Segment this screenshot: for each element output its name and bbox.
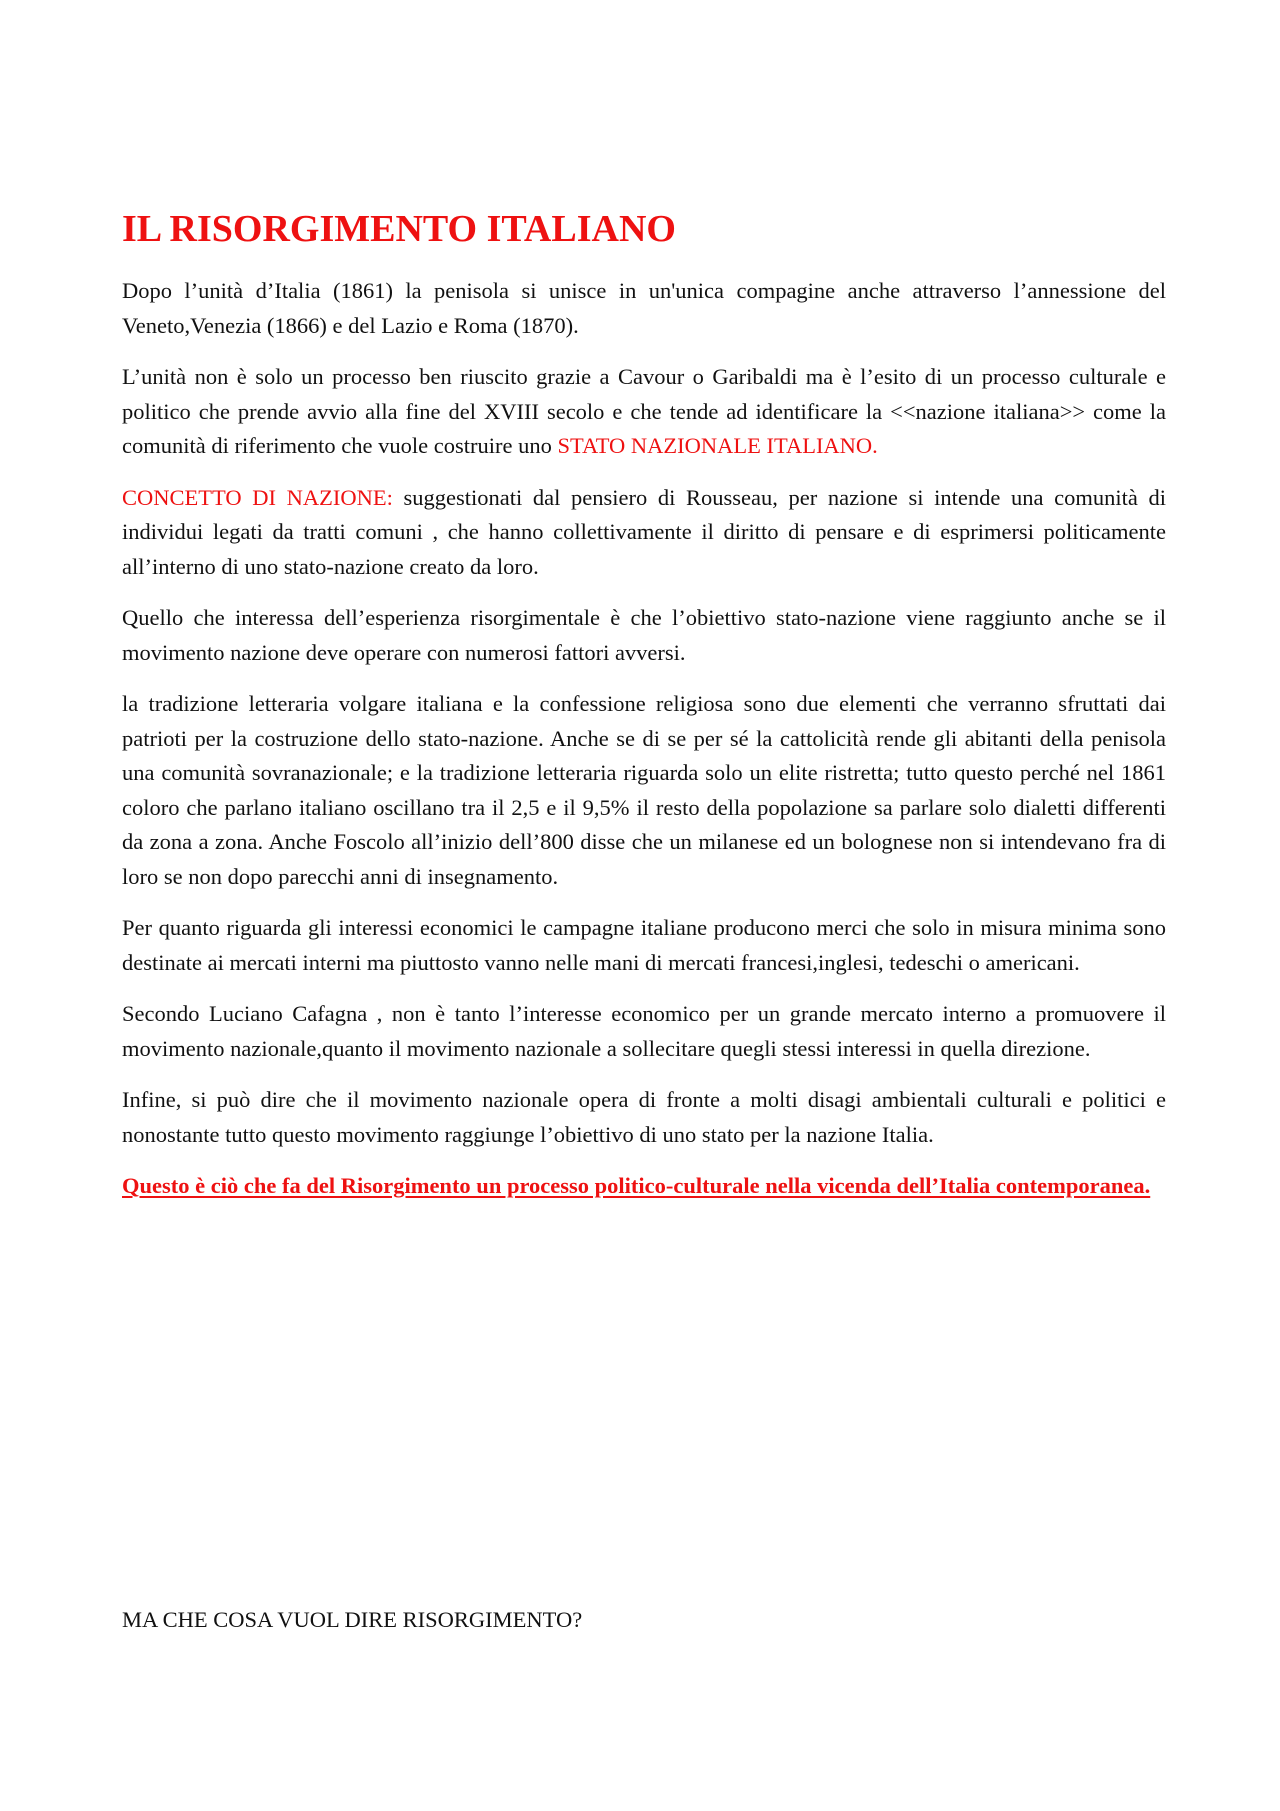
paragraph-risorgimental-experience: Quello che interessa dell’esperienza risorgimentale è che l’obiettivo stato-nazione viene raggiunto anche se il movimento nazione deve operare con numerosi fattori avversi. [122,605,1166,665]
paragraph-economic-interests: Per quanto riguarda gli interessi economici le campagne italiane producono merci che solo in misura minima sono destinate ai mercati interni ma piuttosto vanno nelle mani di mercati francesi,inglesi, tedeschi o americani. [122,915,1166,975]
label-concetto-di-nazione: CONCETTO DI NAZIONE: [122,484,393,510]
highlight-stato-nazionale: STATO NAZIONALE ITALIANO. [557,433,878,458]
paragraph-concept-nation [122,481,1166,585]
paragraph-finally: Infine, si può dire che il movimento nazionale opera di fronte a molti disagi ambientali culturali e politici e nonostante tutto questo movimento raggiunge l’obiettivo di uno stato per la nazione Italia. [122,1087,1166,1147]
paragraph-cultural-process-text: L’unità non è solo un processo ben riuscito grazie a Cavour o Garibaldi ma è l’esito di un processo culturale e politico che prende avvio alla fine del XVIII secolo e che tende ad identificare la <<nazione italiana>> come la comunità di riferimento che vuole costruire uno [122,364,1166,458]
paragraph-literary-tradition: la tradizione letteraria volgare italiana e la confessione religiosa sono due elementi che verranno sfruttati dai patrioti per la costruzione dello stato-nazione. Anche se di se per sé la cattolicità rende gli abitanti della penisola una comunità sovranazionale; e la tradizione letteraria riguarda solo un elite ristretta; tutto questo perché nel 1861 coloro che parlano italiano oscillano tra il 2,5 e il 9,5% il resto della popolazione sa parlare solo dialetti differenti da zona a zona. Anche Foscolo all’inizio dell’800 disse che un milanese ed un bolognese non si intendevano fra di loro se non dopo parecchi anni di insegnamento. [122,691,1166,889]
paragraph-cultural-process [122,360,1166,464]
document-title: IL RISORGIMENTO ITALIANO [122,208,676,250]
paragraph-cafagna: Secondo Luciano Cafagna , non è tanto l’interesse economico per un grande mercato interno a promuovere il movimento nazionale,quanto il movimento nazionale a sollecitare quegli stessi interessi in quella direzione. [122,1001,1166,1061]
conclusion-statement: Questo è ciò che fa del Risorgimento un processo politico-culturale nella vicenda dell’Italia contemporanea. [122,1173,1151,1198]
document-page [122,206,1166,1221]
paragraph-unification: Dopo l’unità d’Italia (1861) la penisola si unisce in un'unica compagine anche attraverso l’annessione del Veneto,Venezia (1866) e del Lazio e Roma (1870). [122,278,1166,338]
paragraph-concept-nation-text: suggestionati dal pensiero di Rousseau, per nazione si intende una comunità di individui legati da tratti comuni , che hanno collettivamente il diritto di pensare e di esprimersi politicamente all’interno di uno stato-nazione creato da loro. [122,484,1166,579]
closing-question: MA CHE COSA VUOL DIRE RISORGIMENTO? [122,1607,583,1632]
